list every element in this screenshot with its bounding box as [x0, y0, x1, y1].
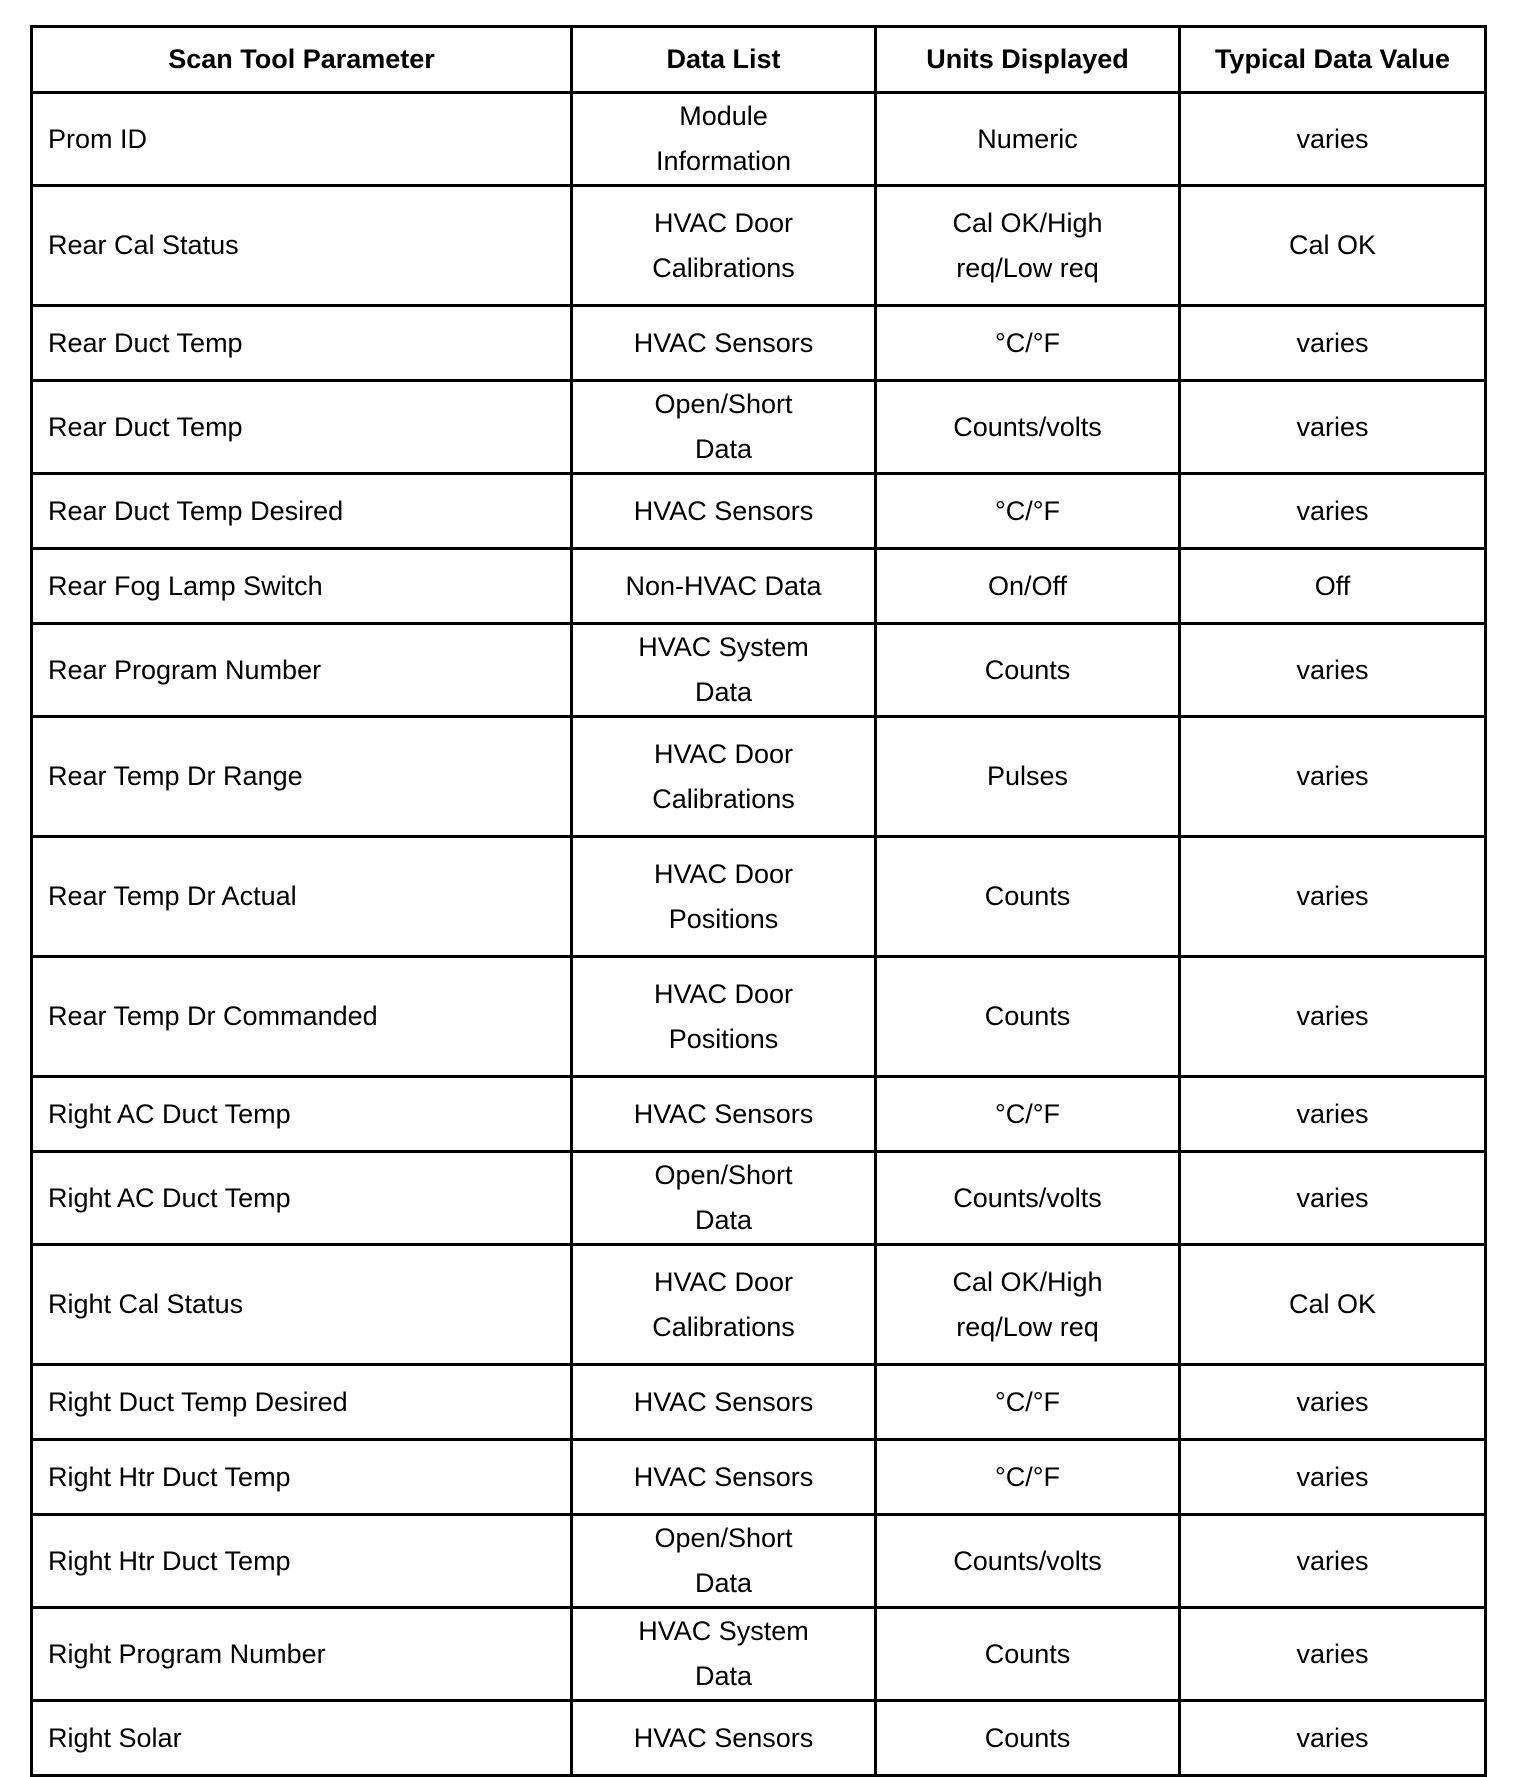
typical-value-cell-text: Cal OK — [1288, 1289, 1377, 1319]
typical-value-cell — [1180, 186, 1486, 306]
parameter-cell-text: Right Htr Duct Temp — [48, 1545, 291, 1576]
table-row — [32, 1365, 1486, 1440]
data-list-cell-text: HVAC Door Calibrations — [652, 738, 795, 814]
table-row — [32, 549, 1486, 624]
table-row — [32, 837, 1486, 957]
parameter-cell — [32, 1608, 572, 1701]
typical-value-cell-text: varies — [1296, 761, 1369, 791]
typical-value-cell — [1180, 717, 1486, 837]
units-cell — [876, 93, 1180, 186]
data-list-cell — [572, 837, 876, 957]
typical-value-cell-text: varies — [1296, 1638, 1369, 1669]
parameter-cell-text: Right Program Number — [48, 1638, 326, 1669]
units-cell-text: Counts/volts — [953, 1182, 1102, 1213]
units-cell — [876, 549, 1180, 624]
typical-value-cell-text: varies — [1296, 654, 1369, 685]
data-list-cell-text: HVAC Door Calibrations — [652, 207, 795, 283]
typical-value-cell — [1180, 1152, 1486, 1245]
units-cell — [876, 1515, 1180, 1608]
parameter-cell — [32, 1701, 572, 1776]
units-cell-text: Counts — [984, 881, 1071, 911]
data-list-cell — [572, 306, 876, 381]
data-list-cell — [572, 381, 876, 474]
data-list-cell — [572, 1077, 876, 1152]
parameter-cell-text: Right Solar — [48, 1722, 182, 1753]
table-row — [32, 381, 1486, 474]
parameter-cell-text: Rear Duct Temp — [48, 327, 243, 358]
table-row — [32, 1515, 1486, 1608]
typical-value-cell-text: varies — [1296, 1001, 1369, 1031]
typical-value-cell — [1180, 624, 1486, 717]
parameter-cell — [32, 1440, 572, 1515]
table-row — [32, 717, 1486, 837]
parameter-cell-text: Rear Program Number — [48, 654, 322, 685]
parameter-cell — [32, 186, 572, 306]
units-cell — [876, 1608, 1180, 1701]
header-typical-data-value: Typical Data Value — [1180, 27, 1486, 93]
data-list-cell-text: Open/Short Data — [654, 389, 793, 464]
parameter-cell-text: Prom ID — [48, 123, 148, 154]
parameter-cell-text: Rear Temp Dr Range — [48, 761, 303, 791]
typical-value-cell — [1180, 1701, 1486, 1776]
data-list-cell — [572, 624, 876, 717]
parameter-cell-text: Right Htr Duct Temp — [48, 1461, 291, 1492]
table-header-row — [32, 27, 1486, 93]
units-cell — [876, 1152, 1180, 1245]
units-cell-text: Cal OK/High req/Low req — [952, 1266, 1103, 1342]
typical-value-cell-text: varies — [1296, 881, 1369, 911]
typical-value-cell-text: varies — [1296, 123, 1369, 154]
units-cell — [876, 1245, 1180, 1365]
table-row — [32, 306, 1486, 381]
typical-value-cell-text: varies — [1296, 1461, 1369, 1492]
header-scan-tool-parameter: Scan Tool Parameter — [32, 27, 572, 93]
data-list-cell — [572, 1440, 876, 1515]
units-cell-text: Pulses — [986, 761, 1069, 791]
parameter-cell — [32, 957, 572, 1077]
parameter-cell — [32, 1152, 572, 1245]
data-list-cell-text: HVAC Sensors — [633, 1098, 814, 1129]
header-data-list: Data List — [572, 27, 876, 93]
parameter-cell — [32, 306, 572, 381]
parameter-cell — [32, 624, 572, 717]
table-body — [32, 93, 1486, 1776]
typical-value-cell — [1180, 1440, 1486, 1515]
data-list-cell-text: HVAC Door Positions — [653, 858, 794, 934]
units-cell-text: Cal OK/High req/Low req — [952, 207, 1103, 283]
units-cell-text: On/Off — [987, 570, 1068, 601]
data-list-cell-text: HVAC System Data — [638, 632, 809, 707]
units-cell — [876, 1440, 1180, 1515]
typical-value-cell-text: varies — [1296, 411, 1369, 442]
units-cell-text: Counts — [984, 1722, 1071, 1753]
parameter-cell-text: Right Cal Status — [48, 1289, 244, 1319]
units-cell-text: °C/°F — [994, 327, 1061, 358]
typical-value-cell — [1180, 549, 1486, 624]
parameter-cell-text: Rear Temp Dr Commanded — [48, 1001, 378, 1031]
parameter-cell — [32, 717, 572, 837]
data-list-cell-text: Open/Short Data — [654, 1160, 793, 1235]
units-cell-text: Counts — [984, 1638, 1071, 1669]
typical-value-cell-text: varies — [1296, 495, 1369, 526]
table-row — [32, 93, 1486, 186]
typical-value-cell-text: varies — [1296, 1722, 1369, 1753]
typical-value-cell — [1180, 1515, 1486, 1608]
typical-value-cell — [1180, 474, 1486, 549]
table-row — [32, 1608, 1486, 1701]
units-cell-text: Counts — [984, 654, 1071, 685]
scan-tool-parameter-table — [30, 25, 1487, 1777]
typical-value-cell-text: varies — [1296, 1182, 1369, 1213]
parameter-cell — [32, 381, 572, 474]
parameter-cell-text: Rear Duct Temp Desired — [48, 495, 344, 526]
data-list-cell-text: HVAC Sensors — [633, 495, 814, 526]
units-cell-text: Numeric — [977, 123, 1078, 154]
parameter-cell — [32, 1515, 572, 1608]
table-row — [32, 474, 1486, 549]
parameter-cell — [32, 93, 572, 186]
parameter-cell — [32, 549, 572, 624]
parameter-cell-text: Right AC Duct Temp — [48, 1182, 291, 1213]
table-row — [32, 624, 1486, 717]
units-cell — [876, 306, 1180, 381]
parameter-cell-text: Right AC Duct Temp — [48, 1098, 291, 1129]
units-cell — [876, 624, 1180, 717]
table-row — [32, 1701, 1486, 1776]
typical-value-cell — [1180, 837, 1486, 957]
data-list-cell — [572, 474, 876, 549]
data-list-cell — [572, 1515, 876, 1608]
typical-value-cell — [1180, 381, 1486, 474]
parameter-cell — [32, 1077, 572, 1152]
typical-value-cell — [1180, 1077, 1486, 1152]
typical-value-cell-text: varies — [1296, 1386, 1369, 1417]
typical-value-cell — [1180, 1608, 1486, 1701]
data-list-cell — [572, 1245, 876, 1365]
units-cell — [876, 1701, 1180, 1776]
typical-value-cell — [1180, 957, 1486, 1077]
data-list-cell-text: Module Information — [655, 101, 792, 176]
data-list-cell-text: HVAC Door Positions — [653, 978, 794, 1054]
data-list-cell — [572, 1152, 876, 1245]
data-list-cell — [572, 549, 876, 624]
parameter-cell-text: Rear Cal Status — [48, 230, 239, 260]
table-row — [32, 1245, 1486, 1365]
data-list-cell-text: Open/Short Data — [654, 1523, 793, 1598]
units-cell — [876, 381, 1180, 474]
data-list-cell — [572, 93, 876, 186]
data-list-cell-text: HVAC Sensors — [633, 1386, 814, 1417]
data-list-cell-text: HVAC Sensors — [633, 1722, 814, 1753]
table-row — [32, 1440, 1486, 1515]
typical-value-cell — [1180, 93, 1486, 186]
units-cell — [876, 1077, 1180, 1152]
units-cell-text: °C/°F — [994, 495, 1061, 526]
units-cell-text: °C/°F — [994, 1098, 1061, 1129]
typical-value-cell — [1180, 306, 1486, 381]
parameter-cell-text: Right Duct Temp Desired — [48, 1386, 348, 1417]
units-cell — [876, 1365, 1180, 1440]
units-cell — [876, 186, 1180, 306]
data-list-cell — [572, 1365, 876, 1440]
data-list-cell-text: HVAC Sensors — [633, 1461, 814, 1492]
data-list-cell-text: HVAC System Data — [638, 1616, 809, 1691]
units-cell-text: Counts/volts — [953, 411, 1102, 442]
data-list-cell-text: Non-HVAC Data — [625, 570, 822, 601]
header-units-displayed: Units Displayed — [876, 27, 1180, 93]
parameter-cell — [32, 474, 572, 549]
parameter-cell — [32, 1245, 572, 1365]
data-list-cell — [572, 1608, 876, 1701]
typical-value-cell-text: varies — [1296, 1545, 1369, 1576]
units-cell — [876, 717, 1180, 837]
table-row — [32, 1152, 1486, 1245]
typical-value-cell-text: Cal OK — [1288, 230, 1377, 260]
table-row — [32, 957, 1486, 1077]
data-list-cell — [572, 186, 876, 306]
typical-value-cell — [1180, 1365, 1486, 1440]
parameter-cell-text: Rear Temp Dr Actual — [48, 881, 297, 911]
parameter-cell — [32, 837, 572, 957]
units-cell — [876, 837, 1180, 957]
typical-value-cell-text: varies — [1296, 1098, 1369, 1129]
parameter-cell-text: Rear Duct Temp — [48, 411, 243, 442]
data-list-cell-text: HVAC Door Calibrations — [652, 1266, 795, 1342]
parameter-cell — [32, 1365, 572, 1440]
units-cell-text: Counts — [984, 1001, 1071, 1031]
table-row — [32, 186, 1486, 306]
typical-value-cell — [1180, 1245, 1486, 1365]
units-cell-text: Counts/volts — [953, 1545, 1102, 1576]
parameter-cell-text: Rear Fog Lamp Switch — [48, 570, 323, 601]
units-cell — [876, 957, 1180, 1077]
units-cell-text: °C/°F — [994, 1461, 1061, 1492]
units-cell-text: °C/°F — [994, 1386, 1061, 1417]
data-list-cell-text: HVAC Sensors — [633, 327, 814, 358]
units-cell — [876, 474, 1180, 549]
data-list-cell — [572, 957, 876, 1077]
typical-value-cell-text: Off — [1314, 570, 1351, 601]
data-list-cell — [572, 1701, 876, 1776]
data-list-cell — [572, 717, 876, 837]
typical-value-cell-text: varies — [1296, 327, 1369, 358]
table-row — [32, 1077, 1486, 1152]
